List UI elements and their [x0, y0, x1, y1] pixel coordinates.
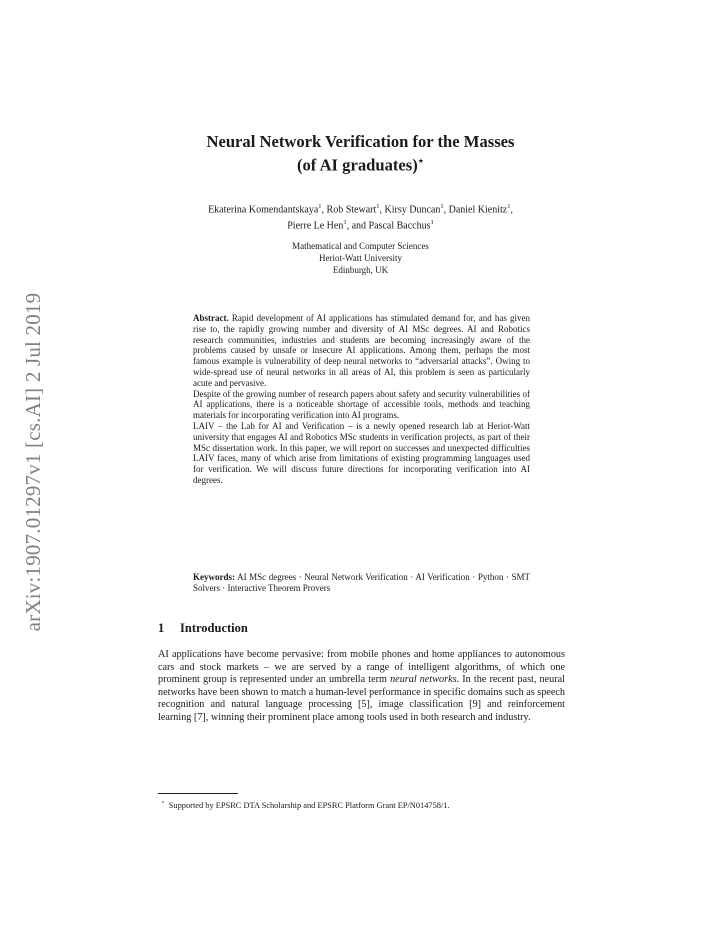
paper-title — [158, 132, 563, 176]
author-line-1 — [158, 200, 563, 216]
arxiv-sidebar — [18, 262, 48, 662]
title-footnote-mark: ⋆ — [417, 156, 425, 167]
author-separator: , — [443, 204, 449, 216]
author-affil-mark: 1 — [430, 219, 434, 227]
author-affil-mark: 1 — [440, 203, 444, 210]
section-number: 1 — [158, 621, 165, 635]
abstract-paragraph-3: LAIV – the Lab for AI and Verification – is a newly opened research lab at Heriot-Watt university that engages AI and Robotics MSc students in verification projects, as part of their MSc dissertation work. In this paper, we will report on successes and unexpected difficulties LAIV faces, many of which arise from limitations of existing programming languages used for verification. We will discuss future directions for incorporating verification into AI degrees. — [193, 420, 530, 485]
author-affil-mark: 1 — [376, 203, 380, 210]
abstract-paragraph-1 — [193, 313, 530, 389]
footnote-mark: ⋆ — [161, 800, 165, 806]
intro-text-1: AI applications have become pervasive: from mobile phones and home appliances to autonomous cars and stock markets – we are served by a range of intelligent algorithms, of which one prominent group is represented under an umbrella term — [158, 649, 565, 686]
author-name: Daniel Kienitz — [448, 204, 508, 216]
affiliation-location: Edinburgh, UK — [332, 265, 389, 275]
keywords-label: Keywords: — [193, 572, 235, 582]
author-line-2 — [158, 216, 563, 232]
section-heading — [158, 620, 563, 636]
title-line-2 — [158, 152, 563, 176]
affiliation-department: Mathematical and Computer Sciences — [292, 241, 429, 251]
author-separator: , — [510, 204, 513, 216]
author-name: Ekaterina Komendantskaya — [208, 204, 319, 216]
introduction-body — [158, 649, 565, 725]
arxiv-identifier: arXiv:1907.01297v1 [cs.AI] 2 Jul 2019 — [21, 292, 45, 632]
intro-emphasis: neural networks — [390, 674, 457, 686]
author-separator: , — [321, 204, 327, 216]
keywords — [193, 572, 530, 594]
author-name: Pierre Le Hen — [287, 220, 344, 232]
abstract-label: Abstract. — [193, 313, 229, 323]
footnote — [158, 798, 578, 811]
author-affil-mark: 1 — [343, 219, 347, 227]
footnote-text: Supported by EPSRC DTA Scholarship and EPSRC Platform Grant EP/N014758/1. — [168, 800, 450, 810]
abstract — [193, 313, 530, 486]
keywords-text: AI MSc degrees · Neural Network Verification · AI Verification · Python · SMT Solvers · Interactive Theorem Provers — [193, 572, 530, 593]
author-separator: , — [379, 204, 385, 216]
affiliation — [158, 240, 563, 276]
author-list — [158, 200, 563, 233]
author-name: Kirsy Duncan — [384, 204, 441, 216]
footnote-rule — [158, 793, 238, 794]
title-line-1: Neural Network Verification for the Masses — [206, 132, 515, 151]
author-separator: , and — [346, 220, 369, 232]
author-name: Pascal Bacchus — [368, 220, 431, 232]
introduction-paragraph — [158, 649, 565, 725]
affiliation-university: Heriot-Watt University — [318, 253, 402, 263]
abstract-paragraph-2: Despite of the growing number of research papers about safety and security vulnerabilities of AI applications, there is a noticeable shortage of accessible tools, methods and teaching materials for incorporating verification into AI programs. — [193, 388, 530, 421]
author-affil-mark: 1 — [318, 203, 322, 210]
abstract-text-1: Rapid development of AI applications has stimulated demand for, and has given rise to, the rapidly growing number and diversity of AI MSc degrees. AI and Robotics research communities, industries and students are becoming increasingly aware of the problems caused by unsafe or insecure AI applications. Among them, perhaps the most famous example is vulnerability of deep neural networks to “adversarial attacks”. Owing to wide-spread use of neural networks in all areas of AI, this problem is seen as particularly acute and pervasive. — [193, 313, 531, 388]
intro-text-2: . In the recent past, neural networks have been shown to match a human-level performance in specific domains such as speech recognition and natural language processing [5], image classification [9] and reinforcement learning [7], winning their prominent place among tools used in both research and industry. — [158, 674, 565, 723]
title-line-2-text: (of AI graduates) — [296, 155, 418, 175]
section-title: Introduction — [180, 621, 248, 635]
author-name: Rob Stewart — [326, 204, 377, 216]
author-affil-mark: 1 — [507, 203, 511, 210]
